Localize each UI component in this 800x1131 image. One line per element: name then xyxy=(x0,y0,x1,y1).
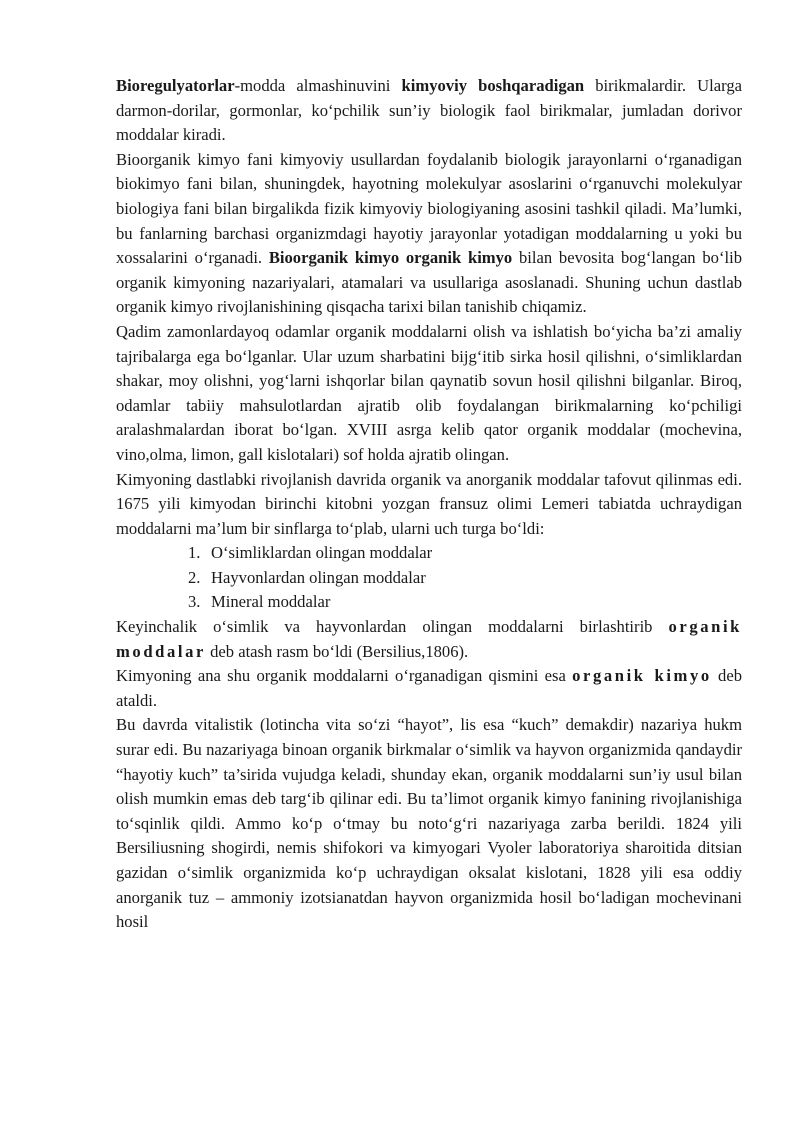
term-bioregulators: Bioregulyatorlar xyxy=(116,76,235,95)
term-chemical-control: kimyoviy boshqaradigan xyxy=(401,76,585,95)
list-number: 3. xyxy=(188,592,201,612)
paragraph-ancient-times: Qadim zamonlardayoq odamlar organik moddalarni olish va ishlatish bo‘yicha ba’zi amaliy tajribalarga ega bo‘lganlar. Ular uzum sharbatini bijg‘itib sirka hosil qilishni, o‘simliklardan shakar, moy olishni, yog‘larni ishqorlar bilan qaynatib sovun hosil qilishni bilganlar. Biroq, odamlar tabiiy mahsulotlardan ajratib olib foydalangan birikmalarning ko‘pchiligi aralashmalardan iborat bo‘lgan. XVIII asrga kelib qator organik moddalar (mochevina, vino,olma, limon, gall kislotalari) sof holda ajratib olingan. xyxy=(116,321,742,464)
list-number: 1. xyxy=(188,543,201,563)
list-item xyxy=(188,566,742,591)
text: birikmalardir. Ularga darmon-dorilar, gormonlar, ko‘pchilik sun’iy biologik faol birikmalar, jumladan dorivor moddalar kiradi. xyxy=(116,76,742,145)
paragraph-early-development: Kimyoning dastlabki rivojlanish davrida organik va anorganik moddalar tafovut qilinmas edi. 1675 yili kimyodan birinchi kitobni yozgan fransuz olimi Lemeri tabiatda uchraydigan moddalarni ma’lum bir sinflarga to‘plab, ularni uch turga bo‘ldi: xyxy=(116,469,742,538)
text: Bioorganik kimyo fani kimyoviy usullardan foydalanib biologik jarayonlarni o‘rganadigan biokimyo fani bilan, shuningdek, hayotning molekulyar asoslarini o‘rganuvchi molekulyar biologiya fani bilan birgalikda fizik kimyoviy biologiyaning asosini tashkil qiladi. Ma’lumki, bu fanlarning barchasi organizmdagi hayotiy jarayonlar yotadigan moddalarning u yoki bu xossalarini o‘rganadi. xyxy=(116,149,742,268)
paragraph-vitalism: Bu davrda vitalistik (lotincha vita so‘zi “hayot”, lis esa “kuch” demakdir) nazariya hukm surar edi. Bu nazariyaga binoan organik birkmalar o‘simlik va hayvon organizmida qandaydir “hayotiy kuch” ta’sirida vujudga keladi, shunday ekan, organik moddalarni sun’iy usul bilan olish mumkin emas deb targ‘ib qilinar edi. Bu ta’limot organik kimyo fanining rivojlanishiga to‘sqinlik qildi. Ammo ko‘p o‘tmay bu noto‘g‘ri nazariyaga zarba berildi. 1824 yili Bersiliusning shogirdi, nemis shifokori va kimyogari Vyoler laboratoriya sharoitida ditsian gazidan o‘simlik organizmida ko‘p uchraydigan oksalat kislotani, 1828 yili esa oddiy anorganik tuz – ammoniy izotsianatdan hayvon organizmida hosil bo‘ladigan mochevinani hosil xyxy=(116,715,742,932)
text: Keyinchalik o‘simlik va hayvonlardan olingan moddalarni birlashtirib xyxy=(116,617,669,637)
numbered-list xyxy=(116,541,742,615)
paragraph-organic-substances xyxy=(116,615,742,664)
text: deb atash rasm bo‘ldi (Bersilius,1806). xyxy=(205,641,469,661)
paragraph-bioregulators xyxy=(116,74,742,148)
paragraph-organic-chemistry xyxy=(116,664,742,713)
text: -modda almashinuvini xyxy=(234,76,402,95)
text: Kimyoning ana shu organik moddalarni o‘rganadigan qismini esa xyxy=(116,666,573,686)
document-page xyxy=(116,74,742,935)
list-text: Mineral moddalar xyxy=(211,592,331,612)
list-item xyxy=(188,590,742,615)
list-number: 2. xyxy=(188,567,201,587)
term-bioorganic-organic: Bioorganik kimyo organik kimyo xyxy=(268,248,513,268)
text: bilan bevosita bog‘langan bo‘lib organik kimyoning nazariyalari, atamalari va usullariga asoslanadi. Shuning uchun dastlab organik kimyo rivojlanishining qisqacha tarixi bilan tanishib chiqamiz. xyxy=(116,248,742,317)
term-organic-substances: organik moddalar xyxy=(116,617,742,661)
list-item xyxy=(188,541,742,566)
list-text: O‘simliklardan olingan moddalar xyxy=(211,543,433,563)
term-organic-chemistry: organik kimyo xyxy=(572,666,712,686)
list-text: Hayvonlardan olingan moddalar xyxy=(211,567,426,587)
text: deb ataldi. xyxy=(116,666,743,710)
paragraph-bioorganic-chemistry xyxy=(116,148,742,320)
